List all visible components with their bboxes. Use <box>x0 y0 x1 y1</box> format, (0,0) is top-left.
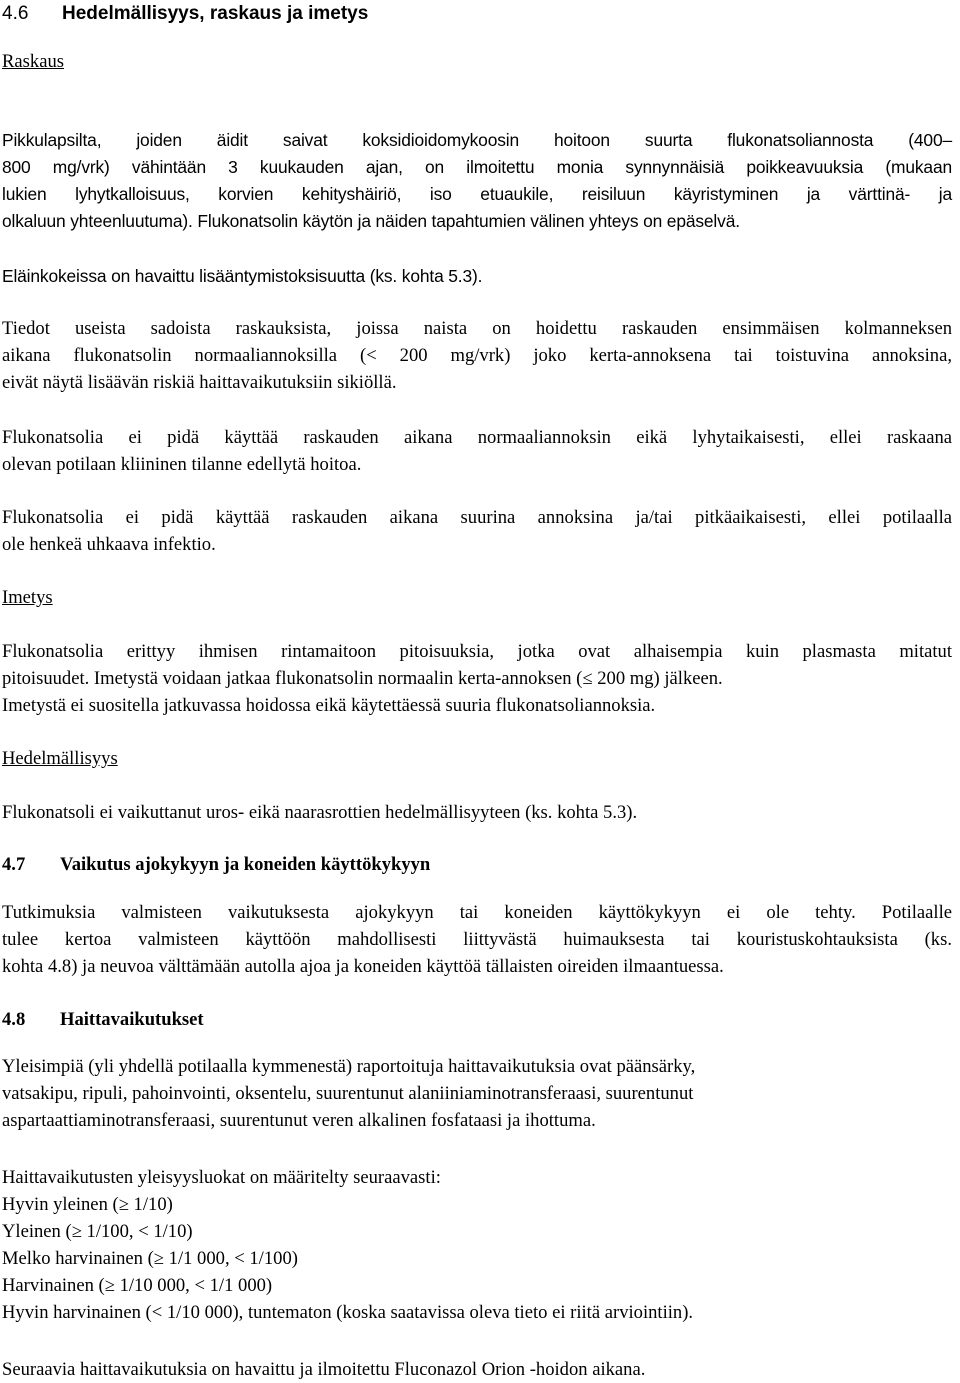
text-line: Imetystä ei suositella jatkuvassa hoidossa eikä käytettäessä suuria flukonatsoliannoksia. <box>2 695 656 716</box>
section-number: 4.6 <box>2 3 29 24</box>
paragraph-4-8-last <box>2 1356 952 1383</box>
paragraph-imetys-1 <box>2 638 952 719</box>
text-line: eivät näytä lisäävän riskiä haittavaikutuksiin sikiöllä. <box>2 372 397 393</box>
text-line: ole henkeä uhkaava infektio. <box>2 534 216 555</box>
frequency-item: Harvinainen (≥ 1/10 000, < 1/1 000) <box>2 1275 273 1296</box>
paragraph-4-8-1 <box>2 1053 952 1134</box>
frequency-item: Yleinen (≥ 1/100, < 1/10) <box>2 1221 193 1242</box>
text-line: aspartaattiaminotransferaasi, suurentunut veren alkalinen fosfataasi ja ihottuma. <box>2 1110 596 1131</box>
text-line: aikana flukonatsolin normaaliannoksilla (< 200 mg/vrk) joko kerta-annoksena tai toistuvina annoksina, <box>2 345 952 366</box>
frequency-item: Hyvin harvinainen (< 1/10 000), tuntematon (koska saatavissa oleva tieto ei riitä arviointiin). <box>2 1302 694 1323</box>
text-line: olevan potilaan kliininen tilanne edellytä hoitoa. <box>2 454 362 475</box>
section-title: Hedelmällisyys, raskaus ja imetys <box>62 3 369 24</box>
text-line: Flukonatsoli ei vaikuttanut uros- eikä naarasrottien hedelmällisyyteen (ks. kohta 5.3). <box>2 802 638 823</box>
text-line: Flukonatsolia ei pidä käyttää raskauden aikana suurina annoksina ja/tai pitkäaikaisesti, ellei potilaalla <box>2 507 952 528</box>
section-title: Haittavaikutukset <box>60 1009 204 1030</box>
text-line: lukien lyhytkalloisuus, korvien kehityshäiriö, iso etuaukile, reisiluun käyristyminen ja värttinä- ja <box>2 184 952 204</box>
text-line: Seuraavia haittavaikutuksia on havaittu ja ilmoitettu Fluconazol Orion -hoidon aikana. <box>2 1359 646 1380</box>
text-line: 800 mg/vrk) vähintään 3 kuukauden ajan, on ilmoitettu monia synnynnäisiä poikkeavuuksia (mukaan <box>2 157 952 177</box>
paragraph-raskaus-4 <box>2 424 952 478</box>
paragraph-raskaus-3 <box>2 315 952 396</box>
subheading-raskaus: Raskaus <box>2 51 64 72</box>
text-line: Eläinkokeissa on havaittu lisääntymistoksisuutta (ks. kohta 5.3). <box>2 266 483 286</box>
text-line: tulee kertoa valmisteen käyttöön mahdollisesti liittyvästä huimauksesta tai kouristuskohtauksista (ks. <box>2 929 952 950</box>
paragraph-raskaus-1 <box>2 127 952 235</box>
text-line: olkaluun yhteenluutuma). Flukonatsolin käytön ja näiden tapahtumien välinen yhteys on epäselvä. <box>2 211 740 231</box>
paragraph-raskaus-5 <box>2 504 952 558</box>
section-heading-4-6 <box>2 0 952 27</box>
frequency-item: Melko harvinainen (≥ 1/1 000, < 1/100) <box>2 1248 298 1269</box>
frequency-item: Hyvin yleinen (≥ 1/10) <box>2 1194 173 1215</box>
text-line: Flukonatsolia ei pidä käyttää raskauden aikana normaaliannoksin eikä lyhytaikaisesti, ellei raskaana <box>2 427 952 448</box>
subheading-imetys: Imetys <box>2 587 53 608</box>
section-heading-4-7 <box>2 851 952 878</box>
paragraph-4-7-1 <box>2 899 952 980</box>
text-line: Tiedot useista sadoista raskauksista, joissa naista on hoidettu raskauden ensimmäisen kolmanneksen <box>2 318 952 339</box>
subheading-hedelmallisyys: Hedelmällisyys <box>2 748 118 769</box>
paragraph-hedelmallisyys-1 <box>2 799 952 826</box>
section-title: Vaikutus ajokykyyn ja koneiden käyttökykyyn <box>60 854 431 875</box>
frequency-definitions <box>2 1164 952 1326</box>
frequency-intro: Haittavaikutusten yleisyysluokat on määritelty seuraavasti: <box>2 1167 441 1188</box>
text-line: Tutkimuksia valmisteen vaikutuksesta ajokykyyn tai koneiden käyttökykyyn ei ole tehty. Potilaalle <box>2 902 952 923</box>
text-line: Yleisimpiä (yli yhdellä potilaalla kymmenestä) raportoituja haittavaikutuksia ovat päänsärky, <box>2 1056 696 1077</box>
text-line: Flukonatsolia erittyy ihmisen rintamaitoon pitoisuuksia, jotka ovat alhaisempia kuin plasmasta mitatut <box>2 641 952 662</box>
text-line: vatsakipu, ripuli, pahoinvointi, oksentelu, suurentunut alaniiniaminotransferaasi, suurentunut <box>2 1083 694 1104</box>
section-number: 4.7 <box>2 854 26 875</box>
text-line: kohta 4.8) ja neuvoa välttämään autolla ajoa ja koneiden käyttöä tällaisten oireiden ilmaantuessa. <box>2 956 724 977</box>
paragraph-raskaus-2 <box>2 263 952 290</box>
section-number: 4.8 <box>2 1009 26 1030</box>
text-line: Pikkulapsilta, joiden äidit saivat koksidioidomykoosin hoitoon suurta flukonatsoliannosta (400– <box>2 130 952 150</box>
section-heading-4-8 <box>2 1006 952 1033</box>
text-line: pitoisuudet. Imetystä voidaan jatkaa flukonatsolin normaalin kerta-annoksen (≤ 200 mg) jälkeen. <box>2 668 723 689</box>
